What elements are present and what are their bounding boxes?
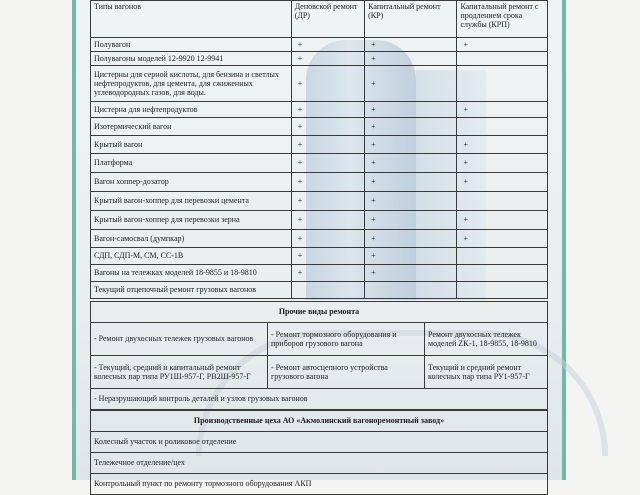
krp-mark xyxy=(457,192,548,211)
dr-mark: + xyxy=(291,192,364,211)
wagon-type: Полувагоны моделей 12-9920 12-9941 xyxy=(91,52,292,66)
wagon-type: Вагон-самосвал (думпкар) xyxy=(91,230,292,248)
wagon-type: Полувагон xyxy=(91,38,292,52)
shops-title: Производственные цеха АО «Акмолинский вагоноремонтный завод» xyxy=(91,411,548,432)
other-repairs-title: Прочие виды ремонта xyxy=(91,302,548,323)
table-row xyxy=(91,192,548,211)
table-row xyxy=(91,432,548,453)
kr-mark: + xyxy=(365,211,457,230)
krp-mark: + xyxy=(457,173,548,192)
dr-mark: + xyxy=(291,265,364,282)
krp-mark: + xyxy=(457,230,548,248)
wagon-type: Крытый вагон xyxy=(91,136,292,154)
wagon-repair-table xyxy=(90,0,548,299)
kr-mark: + xyxy=(365,192,457,211)
shop-item: Контрольный пункт по ремонту тормозного оборудования АКП xyxy=(91,474,548,495)
dr-mark xyxy=(291,282,364,299)
production-shops-table xyxy=(90,410,548,495)
table-row xyxy=(91,230,548,248)
kr-mark: + xyxy=(365,52,457,66)
krp-mark xyxy=(457,52,548,66)
table-row xyxy=(91,474,548,495)
table-header-row xyxy=(91,1,548,38)
kr-mark: + xyxy=(365,136,457,154)
krp-mark xyxy=(457,66,548,102)
table-row xyxy=(91,323,548,356)
table-row xyxy=(91,118,548,136)
other-repair-item: - Ремонт двухосных тележек грузовых вагонов xyxy=(91,323,268,356)
table-row xyxy=(91,102,548,118)
other-repair-item: - Ремонт автосцепного устройства грузового вагона xyxy=(268,356,425,389)
kr-mark: + xyxy=(365,66,457,102)
kr-mark: + xyxy=(365,173,457,192)
other-repair-item: Ремонт двухосных тележек моделей ZK-1, 18-9855, 18-9810 xyxy=(425,323,548,356)
dr-mark: + xyxy=(291,118,364,136)
dr-mark: + xyxy=(291,136,364,154)
wagon-type: Вагон хоппер-дозатор xyxy=(91,173,292,192)
dr-mark: + xyxy=(291,66,364,102)
wagon-type: Крытый вагон-хоппер для перевозки зерна xyxy=(91,211,292,230)
krp-mark: + xyxy=(457,38,548,52)
table-row xyxy=(91,248,548,265)
kr-mark: + xyxy=(365,265,457,282)
header-wagon-types: Типы вагонов xyxy=(91,1,292,38)
krp-mark: + xyxy=(457,154,548,173)
table-row xyxy=(91,356,548,389)
other-repair-item: - Ремонт тормозного оборудования и приборов грузового вагона xyxy=(268,323,425,356)
shop-item: Колесный участок и роликовое отделение xyxy=(91,432,548,453)
header-capital-repair-extension: Капитальный ремонт с продлением срока службы (КРП) xyxy=(457,1,548,38)
dr-mark: + xyxy=(291,102,364,118)
dr-mark: + xyxy=(291,211,364,230)
kr-mark xyxy=(365,282,457,299)
table-row xyxy=(91,265,548,282)
kr-mark: + xyxy=(365,230,457,248)
wagon-type: Крытый вагон-хоппер для перевозки цемента xyxy=(91,192,292,211)
krp-mark xyxy=(457,265,548,282)
other-repair-item: Текущий и средний ремонт колесных пар типа РУ1-957-Г xyxy=(425,356,548,389)
kr-mark: + xyxy=(365,248,457,265)
other-repairs-table xyxy=(90,301,548,410)
wagon-type: Изотермический вагон xyxy=(91,118,292,136)
krp-mark xyxy=(457,118,548,136)
krp-mark: + xyxy=(457,102,548,118)
table-row xyxy=(91,66,548,102)
table-row xyxy=(91,282,548,299)
kr-mark: + xyxy=(365,102,457,118)
wagon-type: Текущий отцепочный ремонт грузовых вагонов xyxy=(91,282,292,299)
krp-mark xyxy=(457,282,548,299)
table-row xyxy=(91,52,548,66)
table-row xyxy=(91,453,548,474)
dr-mark: + xyxy=(291,230,364,248)
shop-item: Тележечное отделение/цех xyxy=(91,453,548,474)
krp-mark: + xyxy=(457,211,548,230)
table-row xyxy=(91,154,548,173)
table-row xyxy=(91,211,548,230)
table-row xyxy=(91,389,548,410)
dr-mark: + xyxy=(291,173,364,192)
header-depot-repair: Деповской ремонт (ДР) xyxy=(291,1,364,38)
other-repairs-title-row xyxy=(91,302,548,323)
wagon-type: СДП, СДП-М, СМ, СС-1В xyxy=(91,248,292,265)
krp-mark xyxy=(457,248,548,265)
dr-mark: + xyxy=(291,154,364,173)
other-repair-item: - Неразрушающий контроль деталей и узлов грузовых вагонов xyxy=(91,389,548,410)
wagon-type: Вагоны на тележках моделей 18-9855 и 18-9810 xyxy=(91,265,292,282)
wagon-type: Платформа xyxy=(91,154,292,173)
wagon-type: Цистерны для серной кислоты, для бензина и светлых нефтепродуктов, для цемента, для сжиженных углеводородных газов, для воды. xyxy=(91,66,292,102)
dr-mark: + xyxy=(291,38,364,52)
other-repair-item: - Текущий, средний и капитальный ремонт колесных пар типа РУ1Ш-957-Г, РВ2Ш-957-Г xyxy=(91,356,268,389)
dr-mark: + xyxy=(291,52,364,66)
table-row xyxy=(91,38,548,52)
kr-mark: + xyxy=(365,38,457,52)
krp-mark: + xyxy=(457,136,548,154)
kr-mark: + xyxy=(365,118,457,136)
table-row xyxy=(91,173,548,192)
wagon-type: Цистерна для нефтепродуктов xyxy=(91,102,292,118)
shops-title-row xyxy=(91,411,548,432)
dr-mark: + xyxy=(291,248,364,265)
table-row xyxy=(91,136,548,154)
header-capital-repair: Капитальный ремонт (КР) xyxy=(365,1,457,38)
kr-mark: + xyxy=(365,154,457,173)
